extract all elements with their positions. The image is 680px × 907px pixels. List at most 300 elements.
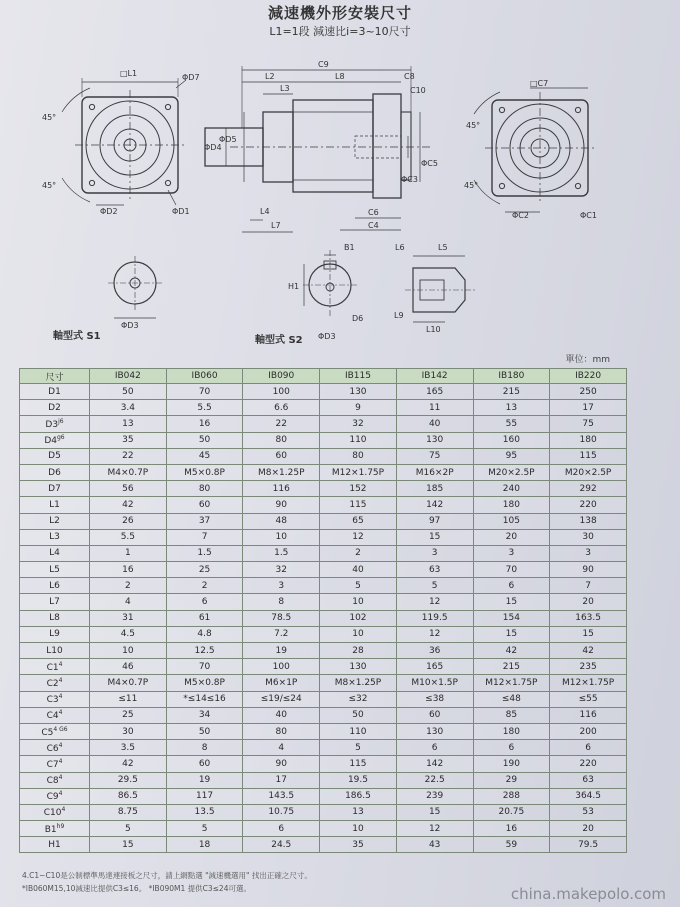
label-front-45b: 45° xyxy=(42,181,57,190)
table-cell: 100 xyxy=(243,384,320,400)
table-cell: 186.5 xyxy=(320,788,397,804)
table-cell: 8 xyxy=(243,594,320,610)
table-cell: 130 xyxy=(320,659,397,675)
row-label-text: D1 xyxy=(48,386,61,397)
table-cell: 15 xyxy=(396,529,473,545)
label-s1-d3: ΦD3 xyxy=(121,321,139,330)
row-label-text: C3 xyxy=(46,695,59,706)
table-cell: 22 xyxy=(243,416,320,432)
table-cell: 20 xyxy=(473,529,550,545)
table-cell: 45 xyxy=(166,448,243,464)
row-label-text: C2 xyxy=(46,678,59,689)
table-cell: M20×2.5P xyxy=(550,464,627,480)
table-row xyxy=(20,707,627,723)
table-cell: 8 xyxy=(166,740,243,756)
table-cell: 36 xyxy=(396,643,473,659)
table-cell: 220 xyxy=(550,756,627,772)
table-row xyxy=(20,772,627,788)
table-row xyxy=(20,821,627,837)
label-side-l4: L4 xyxy=(260,207,270,216)
table-cell: 105 xyxy=(473,513,550,529)
table-cell: 42 xyxy=(473,643,550,659)
table-row xyxy=(20,740,627,756)
table-cell: 79.5 xyxy=(550,837,627,853)
table-cell: 2 xyxy=(166,578,243,594)
table-cell: 110 xyxy=(320,432,397,448)
table-cell: 60 xyxy=(166,497,243,513)
table-cell: 78.5 xyxy=(243,610,320,626)
table-cell: 15 xyxy=(473,626,550,642)
table-row xyxy=(20,384,627,400)
table-cell: 70 xyxy=(473,562,550,578)
row-label xyxy=(20,691,90,707)
table-cell: 53 xyxy=(550,804,627,820)
table-cell: 13 xyxy=(473,400,550,416)
row-label-text: L10 xyxy=(46,645,63,656)
table-cell: 142 xyxy=(396,756,473,772)
table-cell: 180 xyxy=(473,723,550,739)
table-cell: 138 xyxy=(550,513,627,529)
table-row xyxy=(20,643,627,659)
table-cell: 61 xyxy=(166,610,243,626)
table-cell: 3 xyxy=(243,578,320,594)
row-label-suffix: 4 xyxy=(58,660,63,668)
table-cell: 63 xyxy=(550,772,627,788)
label-side-c10: C10 xyxy=(410,86,426,95)
table-cell: 13 xyxy=(90,416,167,432)
front-flange-view xyxy=(62,78,186,205)
table-cell: M8×1.25P xyxy=(320,675,397,691)
table-cell: 46 xyxy=(90,659,167,675)
row-label-text: L8 xyxy=(49,613,60,624)
row-label-text: D3 xyxy=(45,419,59,430)
table-cell: 48 xyxy=(243,513,320,529)
table-cell: 60 xyxy=(243,448,320,464)
table-cell: 15 xyxy=(90,837,167,853)
label-s2-l10: L10 xyxy=(426,325,441,334)
header-model: IB220 xyxy=(550,369,627,384)
table-cell: 85 xyxy=(473,707,550,723)
row-label xyxy=(20,837,90,853)
row-label-text: L7 xyxy=(49,597,60,608)
table-cell: 292 xyxy=(550,481,627,497)
table-cell: 40 xyxy=(320,562,397,578)
row-label xyxy=(20,610,90,626)
label-side-c4: C4 xyxy=(368,221,379,230)
row-label xyxy=(20,643,90,659)
table-cell: 55 xyxy=(473,416,550,432)
table-cell: 142 xyxy=(396,497,473,513)
table-cell: M12×1.75P xyxy=(320,464,397,480)
table-cell: M10×1.5P xyxy=(396,675,473,691)
label-front-l1: □L1 xyxy=(120,69,138,78)
table-cell: 40 xyxy=(243,707,320,723)
table-cell: 1.5 xyxy=(243,545,320,561)
row-label xyxy=(20,464,90,480)
table-row xyxy=(20,804,627,820)
table-row xyxy=(20,788,627,804)
table-cell: 165 xyxy=(396,384,473,400)
table-row xyxy=(20,756,627,772)
table-cell: 59 xyxy=(473,837,550,853)
table-cell: 24.5 xyxy=(243,837,320,853)
row-label xyxy=(20,481,90,497)
table-cell: 117 xyxy=(166,788,243,804)
table-cell: 16 xyxy=(90,562,167,578)
table-cell: ≤38 xyxy=(396,691,473,707)
table-cell: 250 xyxy=(550,384,627,400)
row-label xyxy=(20,772,90,788)
label-rear-45a: 45° xyxy=(466,121,481,130)
row-label-text: C6 xyxy=(46,743,59,754)
table-cell: 130 xyxy=(396,723,473,739)
table-cell: 5.5 xyxy=(90,529,167,545)
table-row xyxy=(20,432,627,448)
table-cell: 200 xyxy=(550,723,627,739)
label-front-45a: 45° xyxy=(42,113,57,122)
table-cell: 30 xyxy=(550,529,627,545)
footnote-1: 4.C1~C10是公制標準馬達連接板之尺寸，請上網點選 "減速機選用" 找出正確之尺寸。 xyxy=(22,871,312,880)
row-label-text: C8 xyxy=(46,776,59,787)
table-cell: 239 xyxy=(396,788,473,804)
shaft-s1-drawing xyxy=(108,256,162,318)
table-cell: M16×2P xyxy=(396,464,473,480)
label-front-d2: ΦD2 xyxy=(100,207,118,216)
table-cell: M12×1.75P xyxy=(550,675,627,691)
row-label-suffix: 4 xyxy=(58,676,63,684)
side-view xyxy=(205,66,430,232)
table-cell: 4.5 xyxy=(90,626,167,642)
table-cell: 220 xyxy=(550,497,627,513)
row-label-text: L2 xyxy=(49,516,60,527)
table-cell: ≤19/≤24 xyxy=(243,691,320,707)
table-cell: 32 xyxy=(243,562,320,578)
table-cell: 32 xyxy=(320,416,397,432)
table-cell: 12 xyxy=(320,529,397,545)
table-cell: 42 xyxy=(90,756,167,772)
table-cell: 4.8 xyxy=(166,626,243,642)
header-model: IB180 xyxy=(473,369,550,384)
table-row xyxy=(20,416,627,432)
table-cell: 42 xyxy=(90,497,167,513)
row-label-suffix: 4 xyxy=(58,790,63,798)
table-row xyxy=(20,464,627,480)
table-cell: 5 xyxy=(320,578,397,594)
table-row xyxy=(20,578,627,594)
row-label-text: L6 xyxy=(49,580,60,591)
label-s2-h1: H1 xyxy=(288,282,300,291)
header-model: IB060 xyxy=(166,369,243,384)
table-cell: 9 xyxy=(320,400,397,416)
table-cell: 240 xyxy=(473,481,550,497)
table-cell: 10 xyxy=(320,594,397,610)
label-side-l7: L7 xyxy=(271,221,281,230)
row-label-text: D7 xyxy=(48,483,61,494)
table-cell: 180 xyxy=(473,497,550,513)
table-cell: M12×1.75P xyxy=(473,675,550,691)
table-cell: 102 xyxy=(320,610,397,626)
table-cell: 12 xyxy=(396,821,473,837)
table-row xyxy=(20,691,627,707)
table-cell: 3.5 xyxy=(90,740,167,756)
table-cell: 50 xyxy=(320,707,397,723)
label-s2-l9: L9 xyxy=(394,311,404,320)
table-cell: 6.6 xyxy=(243,400,320,416)
table-cell: 26 xyxy=(90,513,167,529)
table-row xyxy=(20,837,627,853)
table-row xyxy=(20,497,627,513)
table-cell: 5 xyxy=(90,821,167,837)
table-cell: 22.5 xyxy=(396,772,473,788)
header-model: IB090 xyxy=(243,369,320,384)
table-cell: 20.75 xyxy=(473,804,550,820)
table-cell: ≤32 xyxy=(320,691,397,707)
table-cell: 10 xyxy=(90,643,167,659)
table-cell: 40 xyxy=(396,416,473,432)
table-row xyxy=(20,675,627,691)
table-cell: 12 xyxy=(396,626,473,642)
table-row xyxy=(20,562,627,578)
table-row xyxy=(20,594,627,610)
row-label xyxy=(20,416,90,432)
page-title: 減速機外形安裝尺寸 xyxy=(267,4,412,22)
row-label-text: B1 xyxy=(44,824,57,835)
table-cell: ≤48 xyxy=(473,691,550,707)
label-s2-b1: B1 xyxy=(344,243,355,252)
table-cell: 10 xyxy=(243,529,320,545)
row-label xyxy=(20,804,90,820)
label-front-d7: ΦD7 xyxy=(182,73,200,82)
table-cell: 6 xyxy=(243,821,320,837)
row-label xyxy=(20,497,90,513)
row-label-suffix: 4 G6 xyxy=(53,725,68,733)
row-label xyxy=(20,707,90,723)
table-cell: 86.5 xyxy=(90,788,167,804)
table-cell: 10.75 xyxy=(243,804,320,820)
table-cell: 15 xyxy=(473,594,550,610)
table-body xyxy=(20,384,627,853)
row-label xyxy=(20,821,90,837)
table-cell: 18 xyxy=(166,837,243,853)
table-cell: 143.5 xyxy=(243,788,320,804)
label-front-d1: ΦD1 xyxy=(172,207,190,216)
row-label xyxy=(20,562,90,578)
table-cell: M8×1.25P xyxy=(243,464,320,480)
shaft-type-s2-label: 軸型式 S2 xyxy=(255,335,303,346)
table-row xyxy=(20,723,627,739)
table-cell: 30 xyxy=(90,723,167,739)
row-label-text: D5 xyxy=(48,451,61,462)
table-cell: 5 xyxy=(320,740,397,756)
table-cell: ≤55 xyxy=(550,691,627,707)
row-label xyxy=(20,545,90,561)
table-cell: 19.5 xyxy=(320,772,397,788)
table-cell: 185 xyxy=(396,481,473,497)
row-label xyxy=(20,432,90,448)
table-cell: 5 xyxy=(166,821,243,837)
table-cell: 8.75 xyxy=(90,804,167,820)
table-row xyxy=(20,529,627,545)
label-s2-l5: L5 xyxy=(438,243,448,252)
table-cell: 163.5 xyxy=(550,610,627,626)
table-row xyxy=(20,659,627,675)
row-label-text: D4 xyxy=(44,436,57,447)
table-cell: 15 xyxy=(550,626,627,642)
table-cell: 35 xyxy=(320,837,397,853)
table-cell: 5 xyxy=(396,578,473,594)
row-label-suffix: 4 xyxy=(58,774,63,782)
table-cell: 7 xyxy=(550,578,627,594)
row-label xyxy=(20,740,90,756)
table-cell: 19 xyxy=(243,643,320,659)
table-cell: 1.5 xyxy=(166,545,243,561)
header-label: 尺寸 xyxy=(20,369,90,384)
table-cell: 34 xyxy=(166,707,243,723)
row-label xyxy=(20,529,90,545)
table-cell: 130 xyxy=(320,384,397,400)
table-cell: 97 xyxy=(396,513,473,529)
table-cell: 80 xyxy=(320,448,397,464)
row-label-suffix: 4 xyxy=(58,709,63,717)
label-rear-45b: 45° xyxy=(464,181,479,190)
shaft-s2-drawing xyxy=(303,250,475,322)
label-side-d5: ΦD5 xyxy=(219,135,237,144)
table-cell: 190 xyxy=(473,756,550,772)
row-label-suffix: 4 xyxy=(58,693,63,701)
table-cell: M6×1P xyxy=(243,675,320,691)
table-header-row xyxy=(20,369,627,384)
table-cell: 3.4 xyxy=(90,400,167,416)
technical-drawing xyxy=(0,0,680,360)
table-cell: 29 xyxy=(473,772,550,788)
table-cell: 364.5 xyxy=(550,788,627,804)
row-label-suffix: h9 xyxy=(56,822,65,830)
table-cell: 160 xyxy=(473,432,550,448)
label-rear-c7: □C7 xyxy=(530,79,549,88)
table-cell: 90 xyxy=(243,756,320,772)
table-cell: 17 xyxy=(243,772,320,788)
rear-view xyxy=(474,88,595,212)
table-cell: 235 xyxy=(550,659,627,675)
dimension-table xyxy=(19,368,627,853)
watermark: china.makepolo.com xyxy=(510,885,666,903)
table-cell: 63 xyxy=(396,562,473,578)
row-label-suffix: j6 xyxy=(58,417,64,425)
table-cell: 10 xyxy=(320,821,397,837)
table-row xyxy=(20,626,627,642)
table-cell: 35 xyxy=(90,432,167,448)
header-model: IB042 xyxy=(90,369,167,384)
table-cell: 80 xyxy=(166,481,243,497)
table-cell: 70 xyxy=(166,659,243,675)
row-label xyxy=(20,675,90,691)
table-cell: 70 xyxy=(166,384,243,400)
table-cell: 80 xyxy=(243,432,320,448)
label-side-c6: C6 xyxy=(368,208,379,217)
table-cell: 50 xyxy=(90,384,167,400)
row-label-text: C5 xyxy=(41,727,54,738)
table-cell: M4×0.7P xyxy=(90,464,167,480)
table-cell: 22 xyxy=(90,448,167,464)
table-cell: 165 xyxy=(396,659,473,675)
row-label-text: L9 xyxy=(49,629,60,640)
table-cell: 37 xyxy=(166,513,243,529)
table-cell: 13 xyxy=(320,804,397,820)
table-cell: 3 xyxy=(550,545,627,561)
table-cell: 6 xyxy=(166,594,243,610)
table-cell: 115 xyxy=(320,497,397,513)
row-label-text: L3 xyxy=(49,532,60,543)
label-s2-d3: ΦD3 xyxy=(318,332,336,341)
table-cell: 20 xyxy=(550,821,627,837)
table-cell: 60 xyxy=(166,756,243,772)
label-s2-d6: D6 xyxy=(352,314,364,323)
table-row xyxy=(20,513,627,529)
table-cell: 288 xyxy=(473,788,550,804)
table-cell: *≤14≤16 xyxy=(166,691,243,707)
label-side-l2: L2 xyxy=(265,72,275,81)
row-label-text: C1 xyxy=(46,662,59,673)
row-label-text: C9 xyxy=(46,792,59,803)
row-label-text: C10 xyxy=(43,808,62,819)
row-label xyxy=(20,400,90,416)
table-row xyxy=(20,481,627,497)
table-cell: 115 xyxy=(550,448,627,464)
table-cell: 115 xyxy=(320,756,397,772)
table-cell: 15 xyxy=(396,804,473,820)
table-cell: M5×0.8P xyxy=(166,464,243,480)
table-cell: 65 xyxy=(320,513,397,529)
shaft-type-s1-label: 軸型式 S1 xyxy=(53,331,101,342)
footnote-2: *IB060M15,10減速比提供C3≤16。 *IB090M1 提供C3≤24可選。 xyxy=(22,884,251,893)
row-label xyxy=(20,384,90,400)
header-model: IB142 xyxy=(396,369,473,384)
label-s2-l6: L6 xyxy=(395,243,405,252)
table-cell: 31 xyxy=(90,610,167,626)
table-cell: 6 xyxy=(473,578,550,594)
row-label-text: D6 xyxy=(48,467,61,478)
table-cell: 25 xyxy=(90,707,167,723)
table-cell: 180 xyxy=(550,432,627,448)
row-label-suffix: 4 xyxy=(58,757,63,765)
table-cell: 215 xyxy=(473,659,550,675)
row-label-text: L4 xyxy=(49,548,60,559)
table-cell: 119.5 xyxy=(396,610,473,626)
row-label-suffix: 4 xyxy=(61,806,66,814)
table-cell: 1 xyxy=(90,545,167,561)
table-cell: 42 xyxy=(550,643,627,659)
table-cell: 50 xyxy=(166,432,243,448)
label-side-l8: L8 xyxy=(335,72,345,81)
table-cell: 13.5 xyxy=(166,804,243,820)
row-label-text: L5 xyxy=(49,564,60,575)
table-cell: M5×0.8P xyxy=(166,675,243,691)
table-cell: 6 xyxy=(550,740,627,756)
table-cell: 100 xyxy=(243,659,320,675)
row-label xyxy=(20,788,90,804)
row-label xyxy=(20,723,90,739)
table-cell: 5.5 xyxy=(166,400,243,416)
table-cell: 20 xyxy=(550,594,627,610)
table-cell: 110 xyxy=(320,723,397,739)
table-cell: 12 xyxy=(396,594,473,610)
table-cell: 6 xyxy=(473,740,550,756)
table-cell: 17 xyxy=(550,400,627,416)
table-cell: 116 xyxy=(550,707,627,723)
table-cell: 12.5 xyxy=(166,643,243,659)
table-cell: 7 xyxy=(166,529,243,545)
row-label xyxy=(20,513,90,529)
